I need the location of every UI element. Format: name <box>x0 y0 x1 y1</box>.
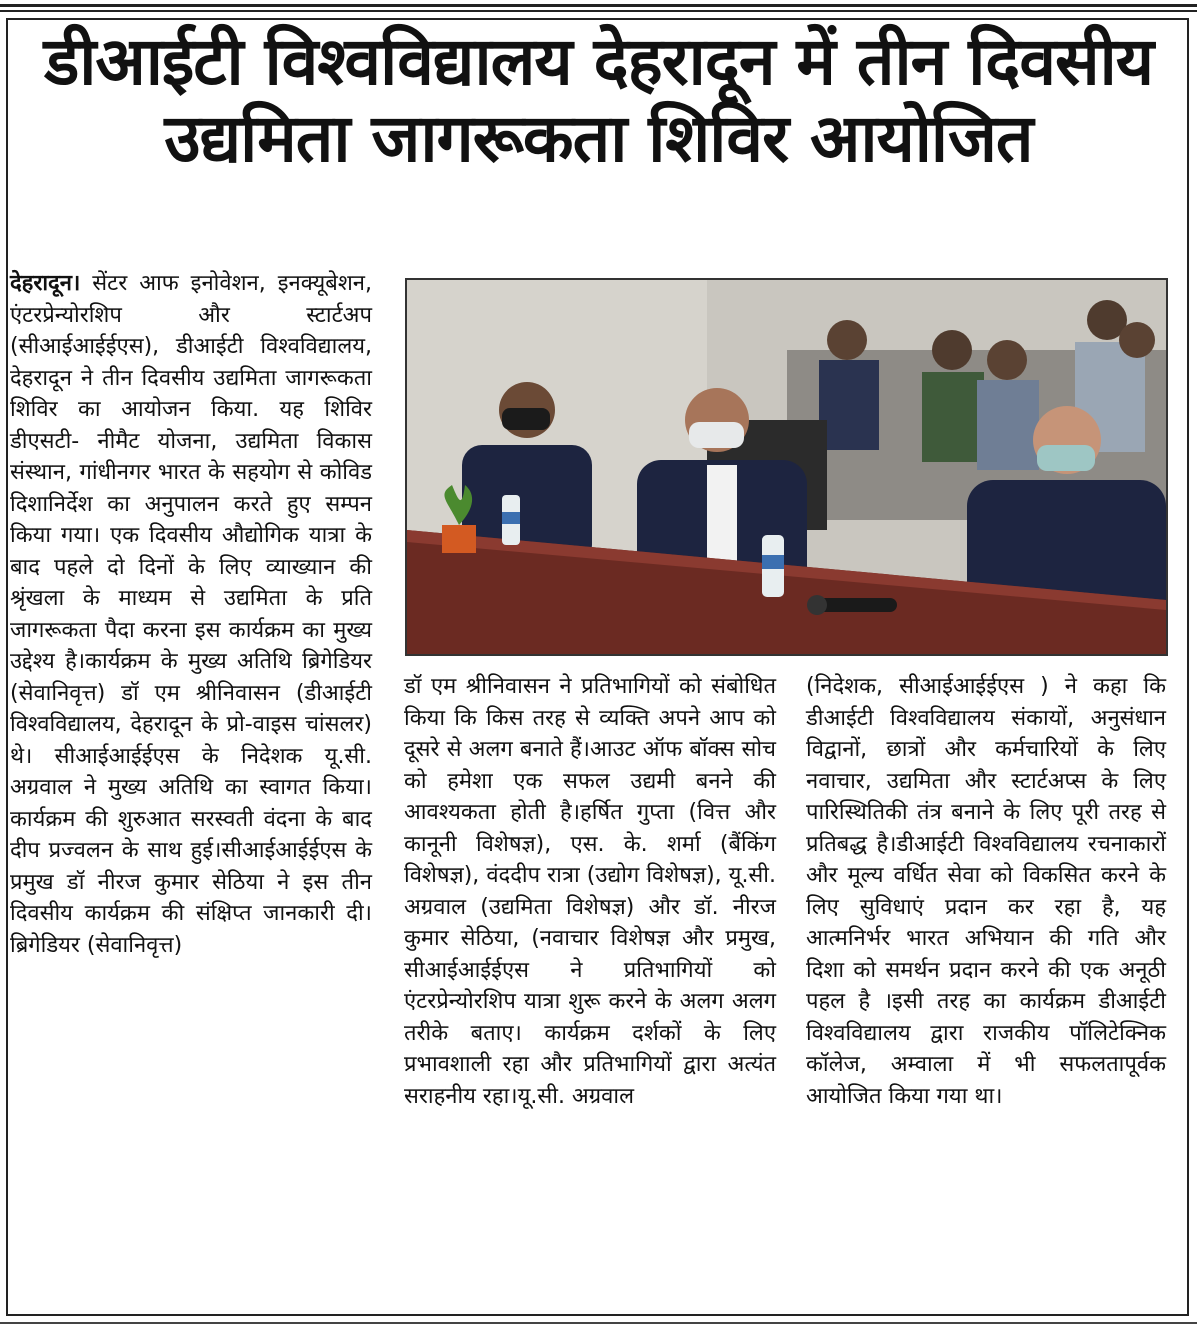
dateline: देहरादून। <box>10 271 81 296</box>
article-column-2: डॉ एम श्रीनिवासन ने प्रतिभागियों को संबोधित किया कि किस तरह से व्यक्ति अपने आप को दूसरे से अलग बनाते हैं।आउट ऑफ बॉक्स सोच को हमेशा एक सफल उद्यमी बनने की आवश्यकता होती है।हर्षित गुप्ता (वित्त और कानूनी विशेषज्ञ), एस. के. शर्मा (बैंकिंग विशेषज्ञ), वंददीप रात्रा (उद्योग विशेषज्ञ), यू.सी. अग्रवाल (उद्यमिता विशेषज्ञ) और डॉ. नीरज कुमार सेठिया, (नवाचार विशेषज्ञ और प्रमुख, सीआईआईईएस ने प्रतिभागियों को एंटरप्रेन्योरशिप यात्रा शुरू करने के अलग अलग तरीके बताए। कार्यक्रम दर्शकों के लिए प्रभावशाली रहा और प्रतिभागियों द्वारा अत्यंत सराहनीय रहा।यू.सी. अग्रवाल <box>404 674 776 1109</box>
bottom-rule <box>0 1322 1197 1324</box>
article-column-3: (निदेशक, सीआईआईईएस ) ने कहा कि डीआईटी विश्वविद्यालय संकायों, अनुसंधान विद्वानों, छात्रों और कर्मचारियों के लिए नवाचार, उद्यमिता और स्टार्टअप्स के लिए पारिस्थितिकी तंत्र बनाने के लिए पूरी तरह से प्रतिबद्ध है।डीआईटी विश्वविद्यालय रचनाकारों और मूल्य वर्धित सेवा को विकसित करने के लिए सुविधाएं प्रदान कर रहा है, यह आत्मनिर्भर भारत अभियान की गति और दिशा को समर्थन प्रदान करने की एक अनूठी पहल है ।इसी तरह का कार्यक्रम डीआईटी विश्वविद्यालय द्वारा राजकीय पॉलिटेक्निक कॉलेज, अम्वाला में भी सफलतापूर्वक आयोजित किया गया था। <box>806 674 1166 1109</box>
headline-line-1: डीआईटी विश्वविद्यालय देहरादून में तीन दिवसीय <box>43 23 1154 100</box>
headline <box>14 24 1183 177</box>
column-1-text: सेंटर आफ इनोवेशन, इनक्यूबेशन, एंटरप्रेन्योरशिप और स्टार्टअप (सीआईआईईएस), डीआईटी विश्वविद्यालय, देहरादून ने तीन दिवसीय उद्यमिता जागरूकता शिविर का आयोजन किया. यह शिविर डीएसटी- नीमैट योजना, उद्यमिता विकास संस्थान, गांधीनगर भारत के सहयोग से कोविड दिशानिर्देश का अनुपालन करते हुए सम्पन किया गया। एक दिवसीय औद्योगिक यात्रा के बाद पहले दो दिनों के लिए व्याख्यान की श्रृंखला के माध्यम से उद्यमिता के प्रति जागरूकता पैदा करना इस कार्यक्रम का मुख्य उद्देश्य है।कार्यक्रम के मुख्य अतिथि ब्रिगेडियर (सेवानिवृत्त) डॉ एम श्रीनिवासन (डीआईटी विश्वविद्यालय, देहरादून के प्रो-वाइस चांसलर) थे। सीआईआईईएस के निदेशक यू.सी. अग्रवाल ने मुख्य अतिथि का स्वागत किया।कार्यक्रम की शुरुआत सरस्वती वंदना के बाद दीप प्रज्वलन के साथ हुई।सीआईआईईएस के प्रमुख डॉ नीरज कुमार सेठिया ने इस तीन दिवसीय कार्यक्रम की संक्षिप्त जानकारी दी।ब्रिगेडियर (सेवानिवृत्त) <box>10 271 372 958</box>
top-rule-thin <box>0 10 1197 12</box>
event-photo <box>405 278 1168 656</box>
top-rule <box>0 4 1197 7</box>
headline-line-2: उद्यमिता जागरूकता शिविर आयोजित <box>164 99 1033 177</box>
article-column-1 <box>10 268 372 961</box>
